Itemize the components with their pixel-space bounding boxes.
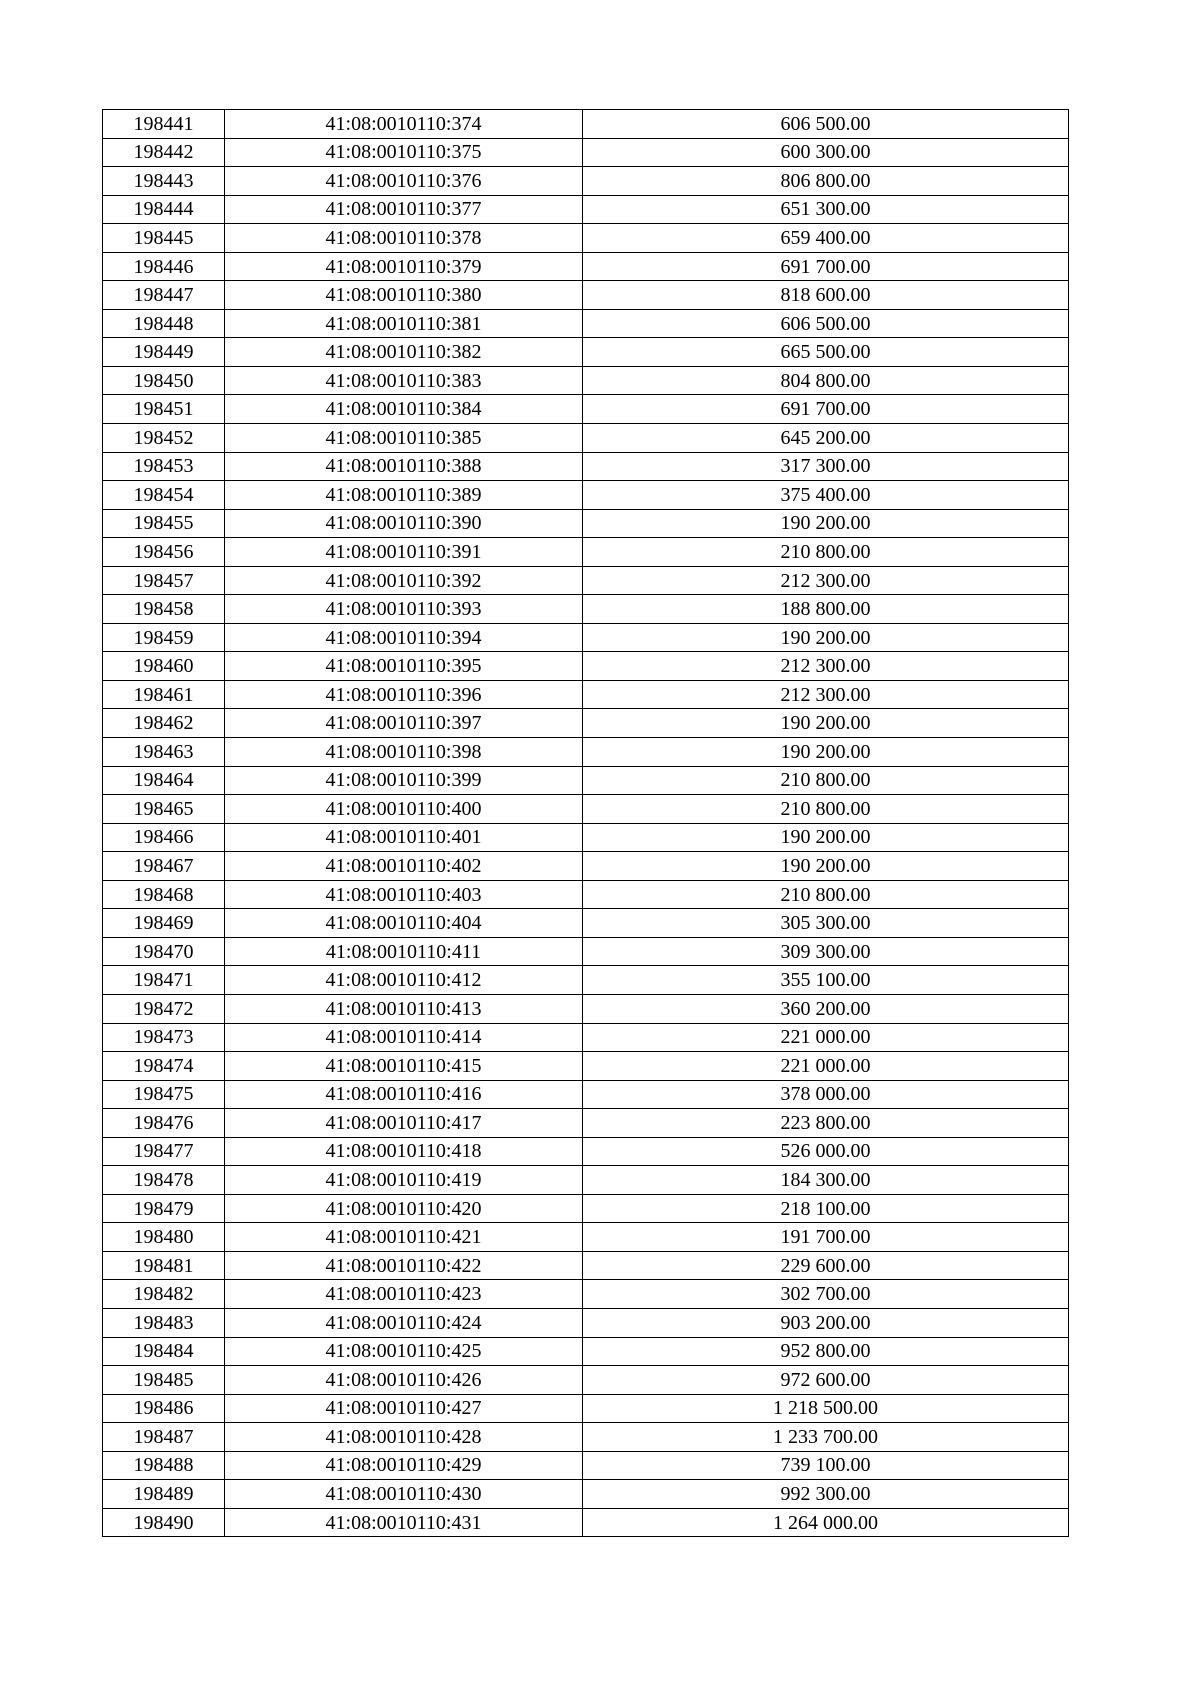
table-row xyxy=(103,1023,1069,1052)
cadastral-number-cell: 41:08:0010110:383 xyxy=(225,366,583,395)
row-number-cell: 198458 xyxy=(103,595,225,624)
cadastral-number-cell: 41:08:0010110:378 xyxy=(225,224,583,253)
cadastral-number-cell: 41:08:0010110:428 xyxy=(225,1423,583,1452)
table-row xyxy=(103,1337,1069,1366)
table-row xyxy=(103,1308,1069,1337)
value-cell: 355 100.00 xyxy=(583,966,1069,995)
cadastral-number-cell: 41:08:0010110:381 xyxy=(225,309,583,338)
table-row xyxy=(103,110,1069,139)
value-cell: 223 800.00 xyxy=(583,1109,1069,1138)
table-row xyxy=(103,738,1069,767)
row-number-cell: 198475 xyxy=(103,1080,225,1109)
value-cell: 190 200.00 xyxy=(583,823,1069,852)
value-cell: 375 400.00 xyxy=(583,481,1069,510)
value-cell: 606 500.00 xyxy=(583,309,1069,338)
table-row xyxy=(103,538,1069,567)
value-cell: 972 600.00 xyxy=(583,1366,1069,1395)
row-number-cell: 198477 xyxy=(103,1137,225,1166)
table-row xyxy=(103,595,1069,624)
cadastral-number-cell: 41:08:0010110:424 xyxy=(225,1308,583,1337)
value-cell: 210 800.00 xyxy=(583,880,1069,909)
table-row xyxy=(103,623,1069,652)
cadastral-number-cell: 41:08:0010110:396 xyxy=(225,680,583,709)
table-row xyxy=(103,395,1069,424)
value-cell: 302 700.00 xyxy=(583,1280,1069,1309)
row-number-cell: 198473 xyxy=(103,1023,225,1052)
value-cell: 1 218 500.00 xyxy=(583,1394,1069,1423)
value-cell: 210 800.00 xyxy=(583,538,1069,567)
table-row xyxy=(103,309,1069,338)
cadastral-number-cell: 41:08:0010110:415 xyxy=(225,1052,583,1081)
row-number-cell: 198466 xyxy=(103,823,225,852)
table-body xyxy=(103,110,1069,1537)
table-row xyxy=(103,994,1069,1023)
cadastral-number-cell: 41:08:0010110:411 xyxy=(225,937,583,966)
row-number-cell: 198446 xyxy=(103,252,225,281)
value-cell: 804 800.00 xyxy=(583,366,1069,395)
row-number-cell: 198452 xyxy=(103,424,225,453)
value-cell: 1 233 700.00 xyxy=(583,1423,1069,1452)
table-row xyxy=(103,1480,1069,1509)
value-cell: 212 300.00 xyxy=(583,652,1069,681)
table-row xyxy=(103,281,1069,310)
cadastral-number-cell: 41:08:0010110:390 xyxy=(225,509,583,538)
row-number-cell: 198448 xyxy=(103,309,225,338)
row-number-cell: 198487 xyxy=(103,1423,225,1452)
cadastral-number-cell: 41:08:0010110:425 xyxy=(225,1337,583,1366)
cadastral-number-cell: 41:08:0010110:431 xyxy=(225,1508,583,1537)
cadastral-number-cell: 41:08:0010110:399 xyxy=(225,766,583,795)
row-number-cell: 198476 xyxy=(103,1109,225,1138)
value-cell: 526 000.00 xyxy=(583,1137,1069,1166)
table-row xyxy=(103,138,1069,167)
value-cell: 645 200.00 xyxy=(583,424,1069,453)
table-row xyxy=(103,509,1069,538)
cadastral-number-cell: 41:08:0010110:429 xyxy=(225,1451,583,1480)
value-cell: 691 700.00 xyxy=(583,395,1069,424)
table-row xyxy=(103,823,1069,852)
value-cell: 191 700.00 xyxy=(583,1223,1069,1252)
cadastral-number-cell: 41:08:0010110:389 xyxy=(225,481,583,510)
value-cell: 665 500.00 xyxy=(583,338,1069,367)
value-cell: 691 700.00 xyxy=(583,252,1069,281)
row-number-cell: 198459 xyxy=(103,623,225,652)
table-row xyxy=(103,1194,1069,1223)
cadastral-number-cell: 41:08:0010110:401 xyxy=(225,823,583,852)
table-row xyxy=(103,709,1069,738)
table-row xyxy=(103,1052,1069,1081)
row-number-cell: 198467 xyxy=(103,852,225,881)
value-cell: 221 000.00 xyxy=(583,1023,1069,1052)
cadastral-number-cell: 41:08:0010110:375 xyxy=(225,138,583,167)
cadastral-number-cell: 41:08:0010110:419 xyxy=(225,1166,583,1195)
cadastral-number-cell: 41:08:0010110:379 xyxy=(225,252,583,281)
row-number-cell: 198463 xyxy=(103,738,225,767)
cadastral-number-cell: 41:08:0010110:420 xyxy=(225,1194,583,1223)
row-number-cell: 198456 xyxy=(103,538,225,567)
cadastral-number-cell: 41:08:0010110:430 xyxy=(225,1480,583,1509)
value-cell: 218 100.00 xyxy=(583,1194,1069,1223)
value-cell: 190 200.00 xyxy=(583,509,1069,538)
row-number-cell: 198453 xyxy=(103,452,225,481)
table-row xyxy=(103,481,1069,510)
table-row xyxy=(103,1137,1069,1166)
table-row xyxy=(103,1366,1069,1395)
row-number-cell: 198462 xyxy=(103,709,225,738)
table-row xyxy=(103,880,1069,909)
table-row xyxy=(103,852,1069,881)
value-cell: 818 600.00 xyxy=(583,281,1069,310)
cadastral-number-cell: 41:08:0010110:384 xyxy=(225,395,583,424)
table-row xyxy=(103,1280,1069,1309)
cadastral-value-table xyxy=(102,109,1069,1537)
row-number-cell: 198488 xyxy=(103,1451,225,1480)
cadastral-number-cell: 41:08:0010110:418 xyxy=(225,1137,583,1166)
value-cell: 952 800.00 xyxy=(583,1337,1069,1366)
row-number-cell: 198454 xyxy=(103,481,225,510)
row-number-cell: 198457 xyxy=(103,566,225,595)
value-cell: 360 200.00 xyxy=(583,994,1069,1023)
table-row xyxy=(103,1451,1069,1480)
table-row xyxy=(103,1251,1069,1280)
table-row xyxy=(103,1223,1069,1252)
cadastral-number-cell: 41:08:0010110:422 xyxy=(225,1251,583,1280)
row-number-cell: 198486 xyxy=(103,1394,225,1423)
cadastral-number-cell: 41:08:0010110:376 xyxy=(225,167,583,196)
table-row xyxy=(103,652,1069,681)
row-number-cell: 198469 xyxy=(103,909,225,938)
cadastral-number-cell: 41:08:0010110:414 xyxy=(225,1023,583,1052)
value-cell: 190 200.00 xyxy=(583,623,1069,652)
cadastral-number-cell: 41:08:0010110:400 xyxy=(225,795,583,824)
value-cell: 190 200.00 xyxy=(583,709,1069,738)
table-row xyxy=(103,909,1069,938)
value-cell: 190 200.00 xyxy=(583,852,1069,881)
value-cell: 606 500.00 xyxy=(583,110,1069,139)
table-row xyxy=(103,1166,1069,1195)
value-cell: 229 600.00 xyxy=(583,1251,1069,1280)
value-cell: 212 300.00 xyxy=(583,680,1069,709)
row-number-cell: 198472 xyxy=(103,994,225,1023)
value-cell: 305 300.00 xyxy=(583,909,1069,938)
value-cell: 1 264 000.00 xyxy=(583,1508,1069,1537)
cadastral-number-cell: 41:08:0010110:388 xyxy=(225,452,583,481)
table-row xyxy=(103,795,1069,824)
row-number-cell: 198460 xyxy=(103,652,225,681)
table-row xyxy=(103,1080,1069,1109)
cadastral-number-cell: 41:08:0010110:382 xyxy=(225,338,583,367)
cadastral-number-cell: 41:08:0010110:403 xyxy=(225,880,583,909)
value-cell: 210 800.00 xyxy=(583,795,1069,824)
value-cell: 212 300.00 xyxy=(583,566,1069,595)
row-number-cell: 198468 xyxy=(103,880,225,909)
table-row xyxy=(103,252,1069,281)
cadastral-number-cell: 41:08:0010110:417 xyxy=(225,1109,583,1138)
row-number-cell: 198489 xyxy=(103,1480,225,1509)
row-number-cell: 198483 xyxy=(103,1308,225,1337)
cadastral-number-cell: 41:08:0010110:398 xyxy=(225,738,583,767)
value-cell: 190 200.00 xyxy=(583,738,1069,767)
value-cell: 903 200.00 xyxy=(583,1308,1069,1337)
row-number-cell: 198444 xyxy=(103,195,225,224)
cadastral-number-cell: 41:08:0010110:402 xyxy=(225,852,583,881)
table-row xyxy=(103,366,1069,395)
row-number-cell: 198485 xyxy=(103,1366,225,1395)
row-number-cell: 198481 xyxy=(103,1251,225,1280)
value-cell: 317 300.00 xyxy=(583,452,1069,481)
value-cell: 188 800.00 xyxy=(583,595,1069,624)
table-row xyxy=(103,1508,1069,1537)
row-number-cell: 198470 xyxy=(103,937,225,966)
cadastral-number-cell: 41:08:0010110:416 xyxy=(225,1080,583,1109)
value-cell: 210 800.00 xyxy=(583,766,1069,795)
row-number-cell: 198484 xyxy=(103,1337,225,1366)
value-cell: 651 300.00 xyxy=(583,195,1069,224)
table-row xyxy=(103,766,1069,795)
table-row xyxy=(103,195,1069,224)
table-row xyxy=(103,224,1069,253)
table-row xyxy=(103,937,1069,966)
cadastral-number-cell: 41:08:0010110:393 xyxy=(225,595,583,624)
row-number-cell: 198449 xyxy=(103,338,225,367)
table-row xyxy=(103,338,1069,367)
value-cell: 378 000.00 xyxy=(583,1080,1069,1109)
table-row xyxy=(103,1109,1069,1138)
table-row xyxy=(103,167,1069,196)
cadastral-number-cell: 41:08:0010110:395 xyxy=(225,652,583,681)
row-number-cell: 198478 xyxy=(103,1166,225,1195)
cadastral-number-cell: 41:08:0010110:412 xyxy=(225,966,583,995)
row-number-cell: 198455 xyxy=(103,509,225,538)
row-number-cell: 198465 xyxy=(103,795,225,824)
table-row xyxy=(103,1394,1069,1423)
table-row xyxy=(103,424,1069,453)
cadastral-number-cell: 41:08:0010110:377 xyxy=(225,195,583,224)
row-number-cell: 198445 xyxy=(103,224,225,253)
row-number-cell: 198450 xyxy=(103,366,225,395)
table-row xyxy=(103,680,1069,709)
cadastral-number-cell: 41:08:0010110:391 xyxy=(225,538,583,567)
cadastral-number-cell: 41:08:0010110:394 xyxy=(225,623,583,652)
row-number-cell: 198451 xyxy=(103,395,225,424)
table-row xyxy=(103,452,1069,481)
row-number-cell: 198464 xyxy=(103,766,225,795)
table-row xyxy=(103,1423,1069,1452)
cadastral-number-cell: 41:08:0010110:397 xyxy=(225,709,583,738)
value-cell: 659 400.00 xyxy=(583,224,1069,253)
cadastral-number-cell: 41:08:0010110:374 xyxy=(225,110,583,139)
value-cell: 992 300.00 xyxy=(583,1480,1069,1509)
row-number-cell: 198447 xyxy=(103,281,225,310)
value-cell: 806 800.00 xyxy=(583,167,1069,196)
row-number-cell: 198441 xyxy=(103,110,225,139)
cadastral-number-cell: 41:08:0010110:421 xyxy=(225,1223,583,1252)
row-number-cell: 198482 xyxy=(103,1280,225,1309)
cadastral-number-cell: 41:08:0010110:385 xyxy=(225,424,583,453)
cadastral-number-cell: 41:08:0010110:392 xyxy=(225,566,583,595)
cadastral-number-cell: 41:08:0010110:413 xyxy=(225,994,583,1023)
value-cell: 600 300.00 xyxy=(583,138,1069,167)
row-number-cell: 198479 xyxy=(103,1194,225,1223)
row-number-cell: 198442 xyxy=(103,138,225,167)
cadastral-number-cell: 41:08:0010110:380 xyxy=(225,281,583,310)
row-number-cell: 198471 xyxy=(103,966,225,995)
cadastral-number-cell: 41:08:0010110:423 xyxy=(225,1280,583,1309)
value-cell: 739 100.00 xyxy=(583,1451,1069,1480)
table-row xyxy=(103,566,1069,595)
cadastral-number-cell: 41:08:0010110:427 xyxy=(225,1394,583,1423)
cadastral-number-cell: 41:08:0010110:404 xyxy=(225,909,583,938)
value-cell: 221 000.00 xyxy=(583,1052,1069,1081)
row-number-cell: 198443 xyxy=(103,167,225,196)
cadastral-number-cell: 41:08:0010110:426 xyxy=(225,1366,583,1395)
value-cell: 184 300.00 xyxy=(583,1166,1069,1195)
table-row xyxy=(103,966,1069,995)
row-number-cell: 198461 xyxy=(103,680,225,709)
row-number-cell: 198490 xyxy=(103,1508,225,1537)
row-number-cell: 198474 xyxy=(103,1052,225,1081)
row-number-cell: 198480 xyxy=(103,1223,225,1252)
value-cell: 309 300.00 xyxy=(583,937,1069,966)
